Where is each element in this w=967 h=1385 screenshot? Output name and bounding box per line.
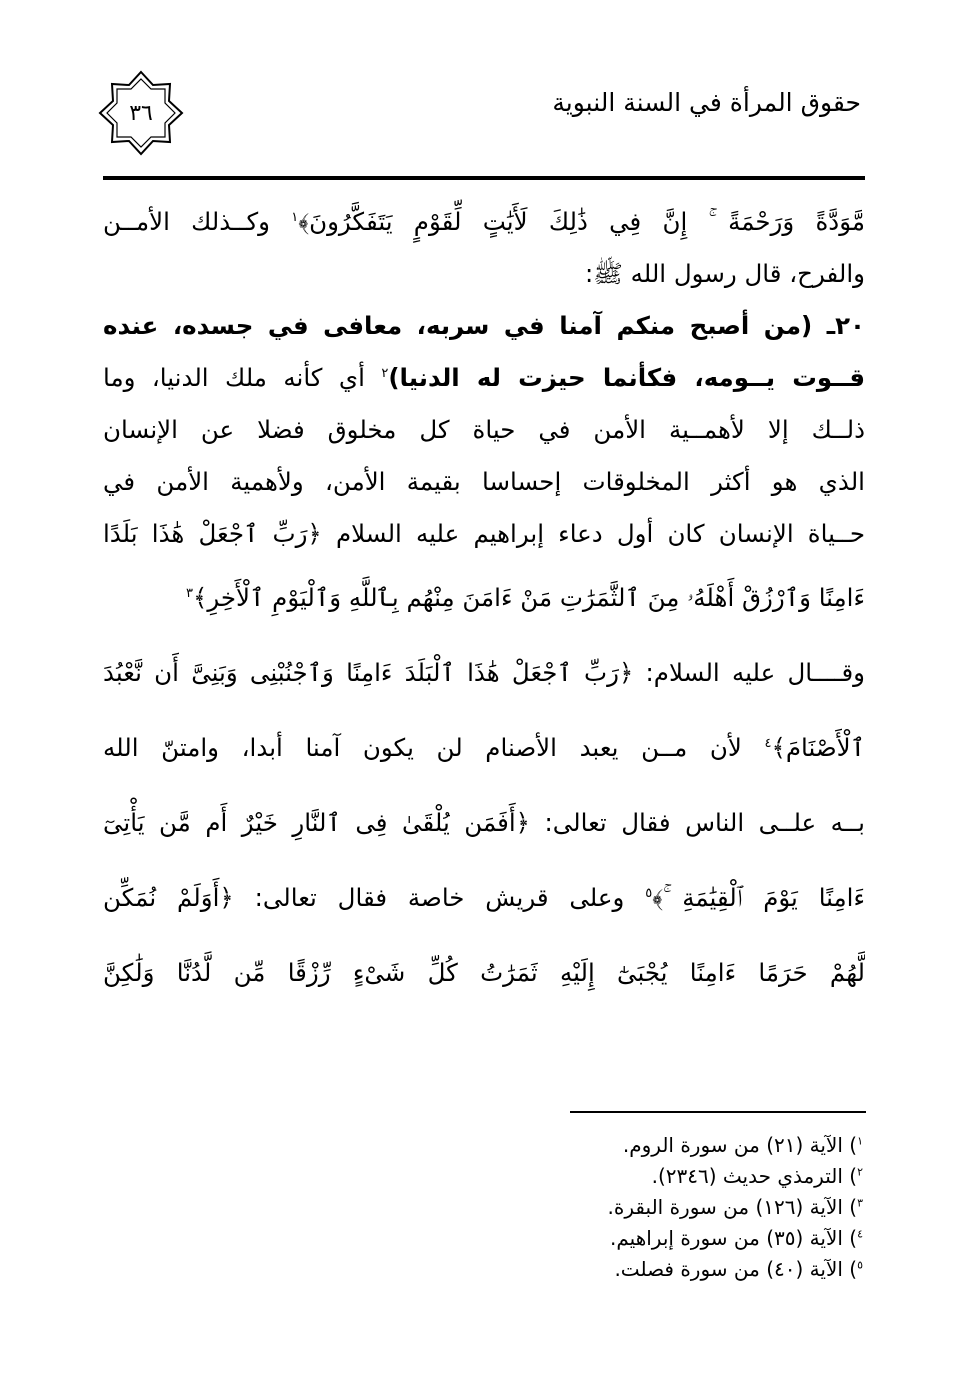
text-run: وعلى قريش خاصة فقال تعالى: ﴿أَوَلَمْ نُمَكِّن (103, 883, 646, 912)
text-line-4 (103, 352, 865, 404)
footnote-text: ) الآية (١٢٦) من سورة البقرة. (607, 1195, 858, 1219)
header-divider (103, 176, 865, 180)
footnote-number: ٢ (857, 1165, 863, 1179)
text-run: أي كأنه ملك الدنيا، وما (103, 363, 382, 392)
quran-verse: ءَامِنًا وَٱرْزُقْ أَهْلَهُۥ مِنَ ٱلثَّمَرَٰتِ مَنْ ءَامَنَ مِنْهُم بِٱللَّهِ وَٱلْيَوْمِ ٱلْأَخِرِ﴾ (193, 583, 865, 612)
footnote-text: ) الآية (٤٠) من سورة فصلت. (614, 1257, 858, 1281)
text-line-10 (103, 710, 865, 785)
text-run: وكــذلك الأمــن (103, 207, 292, 236)
text-line-9: وقــــال عليه السلام: ﴿رَبِّ ٱجْعَلْ هَٰذَا ٱلْبَلَدَ ءَامِنًا وَٱجْنُبْنِى وَبَنِىَّ أَن نَّعْبُدَ (103, 658, 865, 687)
main-text (103, 196, 865, 1010)
page-number: ٣٦ (129, 100, 153, 126)
footnote-ref: ٢ (381, 365, 389, 381)
hadith-text: قــوت يــومه، فكأنما حيزت له الدنيا) (388, 363, 865, 392)
text-line-5: ذلــك إلا لأهمــية الأمن في حياة كل مخلوق فضلا عن الإنسان (103, 415, 865, 444)
text-line-11: بــه علــى الناس فقال تعالى: ﴿أَفَمَن يُلْقَىٰ فِى ٱلنَّارِ خَيْرٌ أَم مَّن يَأْتِىٓ (103, 808, 865, 837)
text-line-7: حــياة الإنسان كان أول دعاء إبراهيم عليه السلام ﴿رَبِّ ٱجْعَلْ هَٰذَا بَلَدًا (103, 519, 865, 548)
footnote-text: ) الآية (٣٥) من سورة إبراهيم. (610, 1226, 858, 1250)
hadith-line-1: ٢٠ـ (من أصبح منكم آمنا في سربه، معافى في جسده، عنده (103, 311, 865, 340)
footnote-4 (383, 1223, 863, 1254)
text-line-8 (103, 560, 865, 635)
footnotes (383, 1130, 863, 1285)
footnote-2 (383, 1161, 863, 1192)
footnote-divider (570, 1111, 866, 1113)
footnote-ref: ١ (291, 209, 299, 225)
footnote-1 (383, 1130, 863, 1161)
footnote-number: ٣ (857, 1196, 863, 1210)
page-number-badge (98, 70, 184, 156)
footnote-5 (383, 1254, 863, 1285)
running-header-title: حقوق المرأة في السنة النبوية (552, 88, 861, 117)
text-run: لأن مــن يعبد الأصنام لن يكون آمنا أبدا، وامتنّ الله (103, 733, 765, 762)
quran-verse: ءَامِنًا يَوْمَ ٱلْقِيَٰمَةِ ۚ﴾ (652, 883, 865, 912)
footnote-number: ٤ (857, 1227, 863, 1241)
footnote-number: ٥ (857, 1258, 863, 1272)
footnote-ref: ٣ (186, 585, 194, 601)
text-line-13: لَّهُمْ حَرَمًا ءَامِنًا يُجْبَىٰٓ إِلَيْهِ ثَمَرَٰتُ كُلِّ شَىْءٍ رِّزْقًا مِّن لَّدُنَّا وَلَٰكِنَّ (103, 958, 865, 987)
footnote-text: ) الآية (٢١) من سورة الروم. (622, 1133, 858, 1157)
footnote-number: ١ (857, 1134, 863, 1148)
footnote-text: ) الترمذي حديث (٢٣٤٦). (651, 1164, 858, 1188)
footnote-3 (383, 1192, 863, 1223)
text-line-6: الذي هو أكثر المخلوقات إحساسا بقيمة الأمن، ولأهمية الأمن في (103, 467, 865, 496)
quran-verse: ٱلْأَصْنَامَ﴾ (771, 733, 865, 762)
text-line-2: والفرح، قال رسول الله ﷺ: (584, 259, 865, 288)
text-line-12 (103, 860, 865, 935)
text-line-1 (103, 196, 865, 248)
quran-verse: مَّوَدَّةً وَرَحْمَةً ۚ إِنَّ فِي ذَٰلِكَ لَأَيَٰتٍ لِّقَوْمٍ يَتَفَكَّرُونَ﴾ (298, 207, 865, 236)
footnote-ref: ٥ (645, 885, 653, 901)
footnote-ref: ٤ (764, 735, 772, 751)
